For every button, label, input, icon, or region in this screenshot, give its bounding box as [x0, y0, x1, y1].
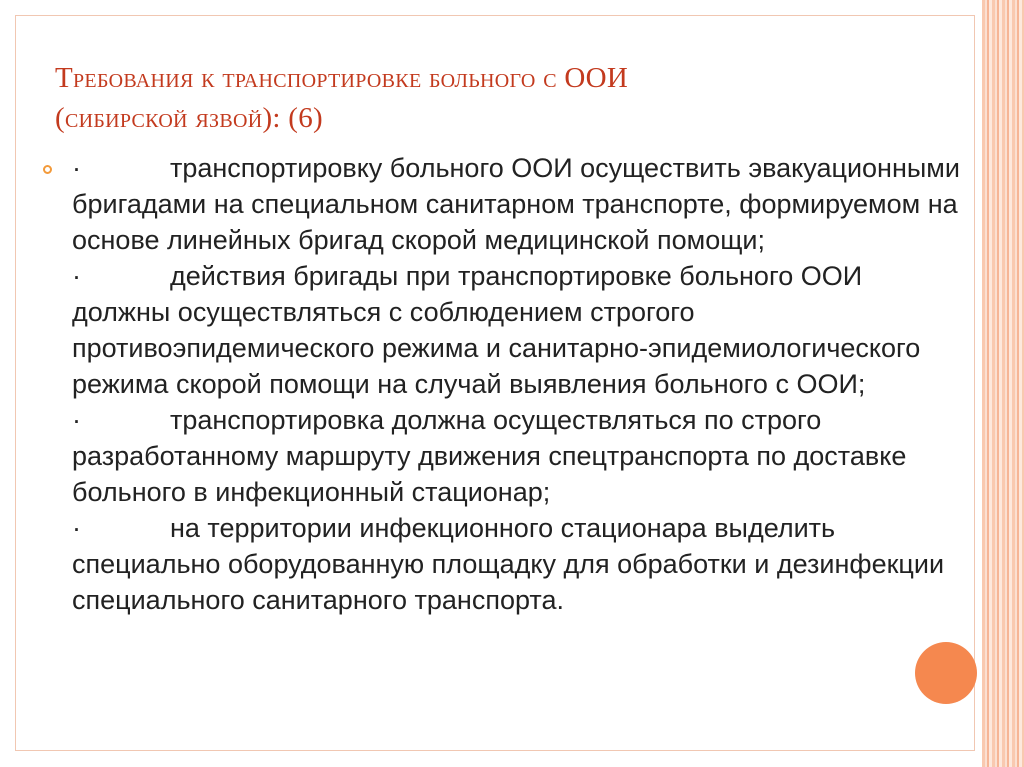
- content-body: [72, 150, 962, 618]
- item-rest: ООИ должны осуществляться с соблюдением строгого противоэпидемического режима и санитарно-эпидемиологического режима скорой помощи на случай выявления больного с ООИ;: [72, 261, 921, 399]
- item-marker: ·: [72, 153, 81, 183]
- item-first-line: действия бригады при транспортировке больного: [170, 261, 794, 291]
- title-line-1: Требования к транспортировке больного с ООИ: [55, 62, 629, 94]
- bullet-ring-icon: [43, 165, 52, 174]
- item-marker: ·: [72, 261, 81, 291]
- item-marker: ·: [72, 405, 81, 435]
- item-first-line: на территории инфекционного стационара выделить: [170, 513, 836, 543]
- item-first-line: транспортировку больного ООИ осуществить: [170, 153, 741, 183]
- title-line-2: (сибирской язвой): (6): [55, 102, 324, 134]
- item-rest: эвакуационными бригадами на специальном санитарном транспорте, формируемом на основе линейных бригад скорой медицинской помощи;: [72, 153, 960, 255]
- list-item: [72, 258, 962, 402]
- item-rest: разработанному маршруту движения спецтранспорта по доставке больного в инфекционный стационар;: [72, 441, 907, 507]
- item-rest: специально оборудованную площадку для обработки и дезинфекции специального санитарного транспорта.: [72, 549, 945, 615]
- list-item: [72, 510, 962, 618]
- decorative-circle: [915, 642, 977, 704]
- list-item: [72, 402, 962, 510]
- slide-title: [55, 58, 935, 138]
- item-marker: ·: [72, 513, 81, 543]
- item-first-line: транспортировка должна осуществляться по строго: [170, 405, 822, 435]
- decorative-stripes: [982, 0, 1024, 767]
- list-item: [72, 150, 962, 258]
